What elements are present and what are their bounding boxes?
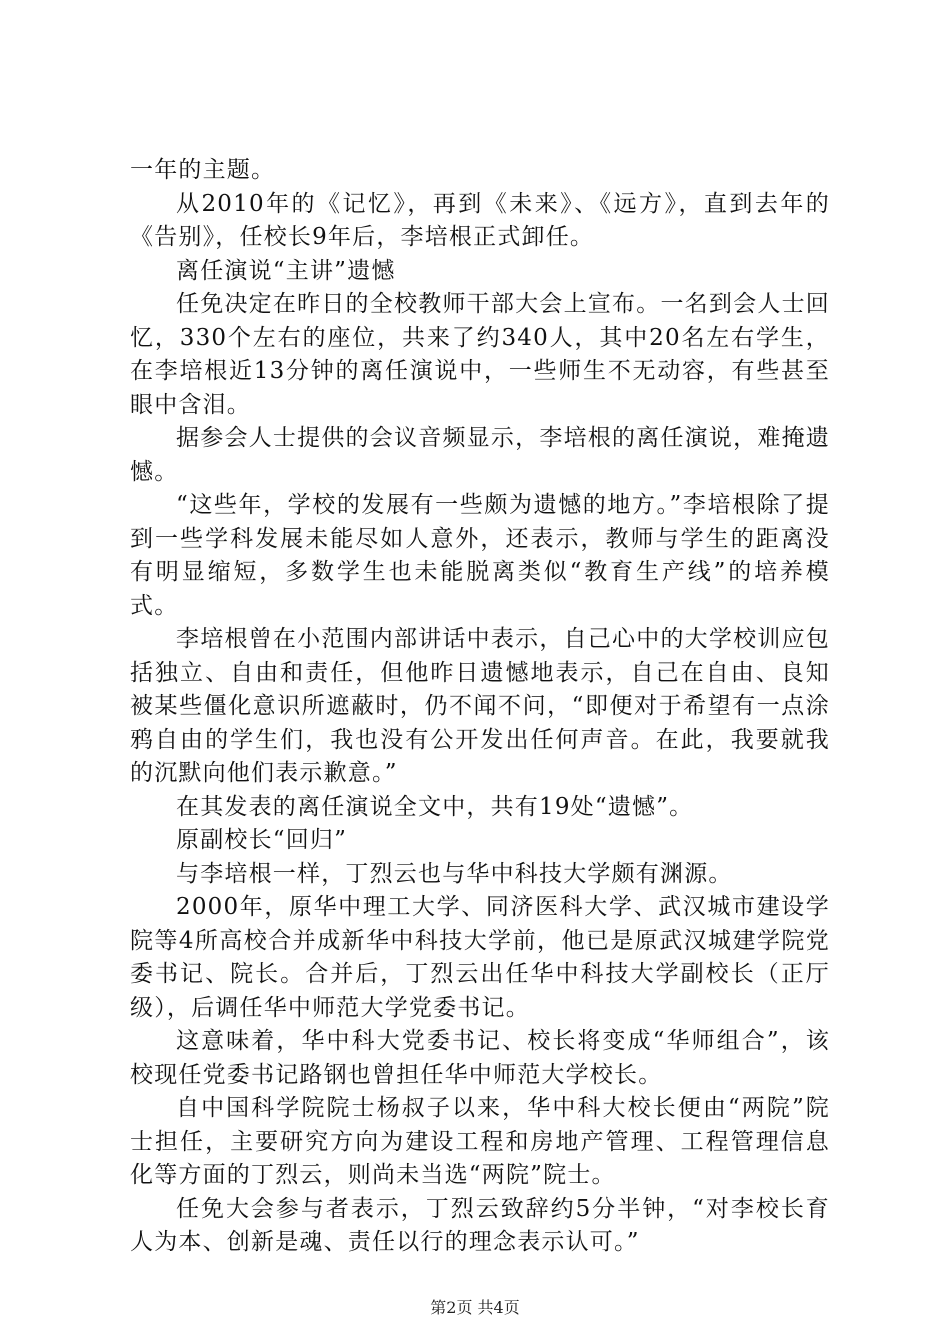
paragraph: 李培根曾在小范围内部讲话中表示，自己心中的大学校训应包括独立、自由和责任，但他昨日遗憾地表示，自己在自由、良知被某些僵化意识所遮蔽时，仍不闻不问，“即便对于希望有一点涂鸦自由的学生们，我也没有公开发出任何声音。在此，我要就我的沉默向他们表示歉意。” xyxy=(130,626,830,786)
paragraph: 任免大会参与者表示，丁烈云致辞约5分半钟，“对李校长育人为本、创新是魂、责任以行的理念表示认可。” xyxy=(130,1195,830,1255)
paragraph: 从2010年的《记忆》，再到《未来》、《远方》，直到去年的《告别》，任校长9年后，李培根正式卸任。 xyxy=(130,190,830,250)
article-body xyxy=(130,154,830,1260)
paragraph: 一年的主题。 xyxy=(130,157,276,183)
paragraph: 2000年，原华中理工大学、同济医科大学、武汉城市建设学院等4所高校合并成新华中科技大学前，他已是原武汉城建学院党委书记、院长。合并后，丁烈云出任华中科技大学副校长（正厅级），后调任华中师范大学党委书记。 xyxy=(130,894,830,1021)
paragraph: 与李培根一样，丁烈云也与华中科技大学颇有渊源。 xyxy=(176,860,733,887)
paragraph: 任免决定在昨日的全校教师干部大会上宣布。一名到会人士回忆，330个左右的座位，共来了约340人，其中20名左右学生，在李培根近13分钟的离任演说中，一些师生不无动容，有些甚至眼中含泪。 xyxy=(130,291,830,418)
page-number-footer: 第2页 共4页 xyxy=(430,1298,520,1317)
paragraph: 据参会人士提供的会议音频显示，李培根的离任演说，难掩遗憾。 xyxy=(130,425,830,485)
section-heading: 离任演说“主讲”遗憾 xyxy=(176,257,396,284)
section-heading: 原副校长“回归” xyxy=(176,827,348,853)
paragraph: 在其发表的离任演说全文中，共有19处“遗憾”。 xyxy=(176,793,694,820)
paragraph: 自中国科学院院士杨叔子以来，华中科大校长便由“两院”院士担任，主要研究方向为建设工程和房地产管理、工程管理信息化等方面的丁烈云，则尚未当选“两院”院士。 xyxy=(130,1095,830,1188)
paragraph: “这些年，学校的发展有一些颇为遗憾的地方。”李培根除了提到一些学科发展未能尽如人意外，还表示，教师与学生的距离没有明显缩短，多数学生也未能脱离类似“教育生产线”的培养模式。 xyxy=(130,492,830,619)
paragraph: 这意味着，华中科大党委书记、校长将变成“华师组合”，该校现任党委书记路钢也曾担任华中师范大学校长。 xyxy=(130,1028,830,1088)
